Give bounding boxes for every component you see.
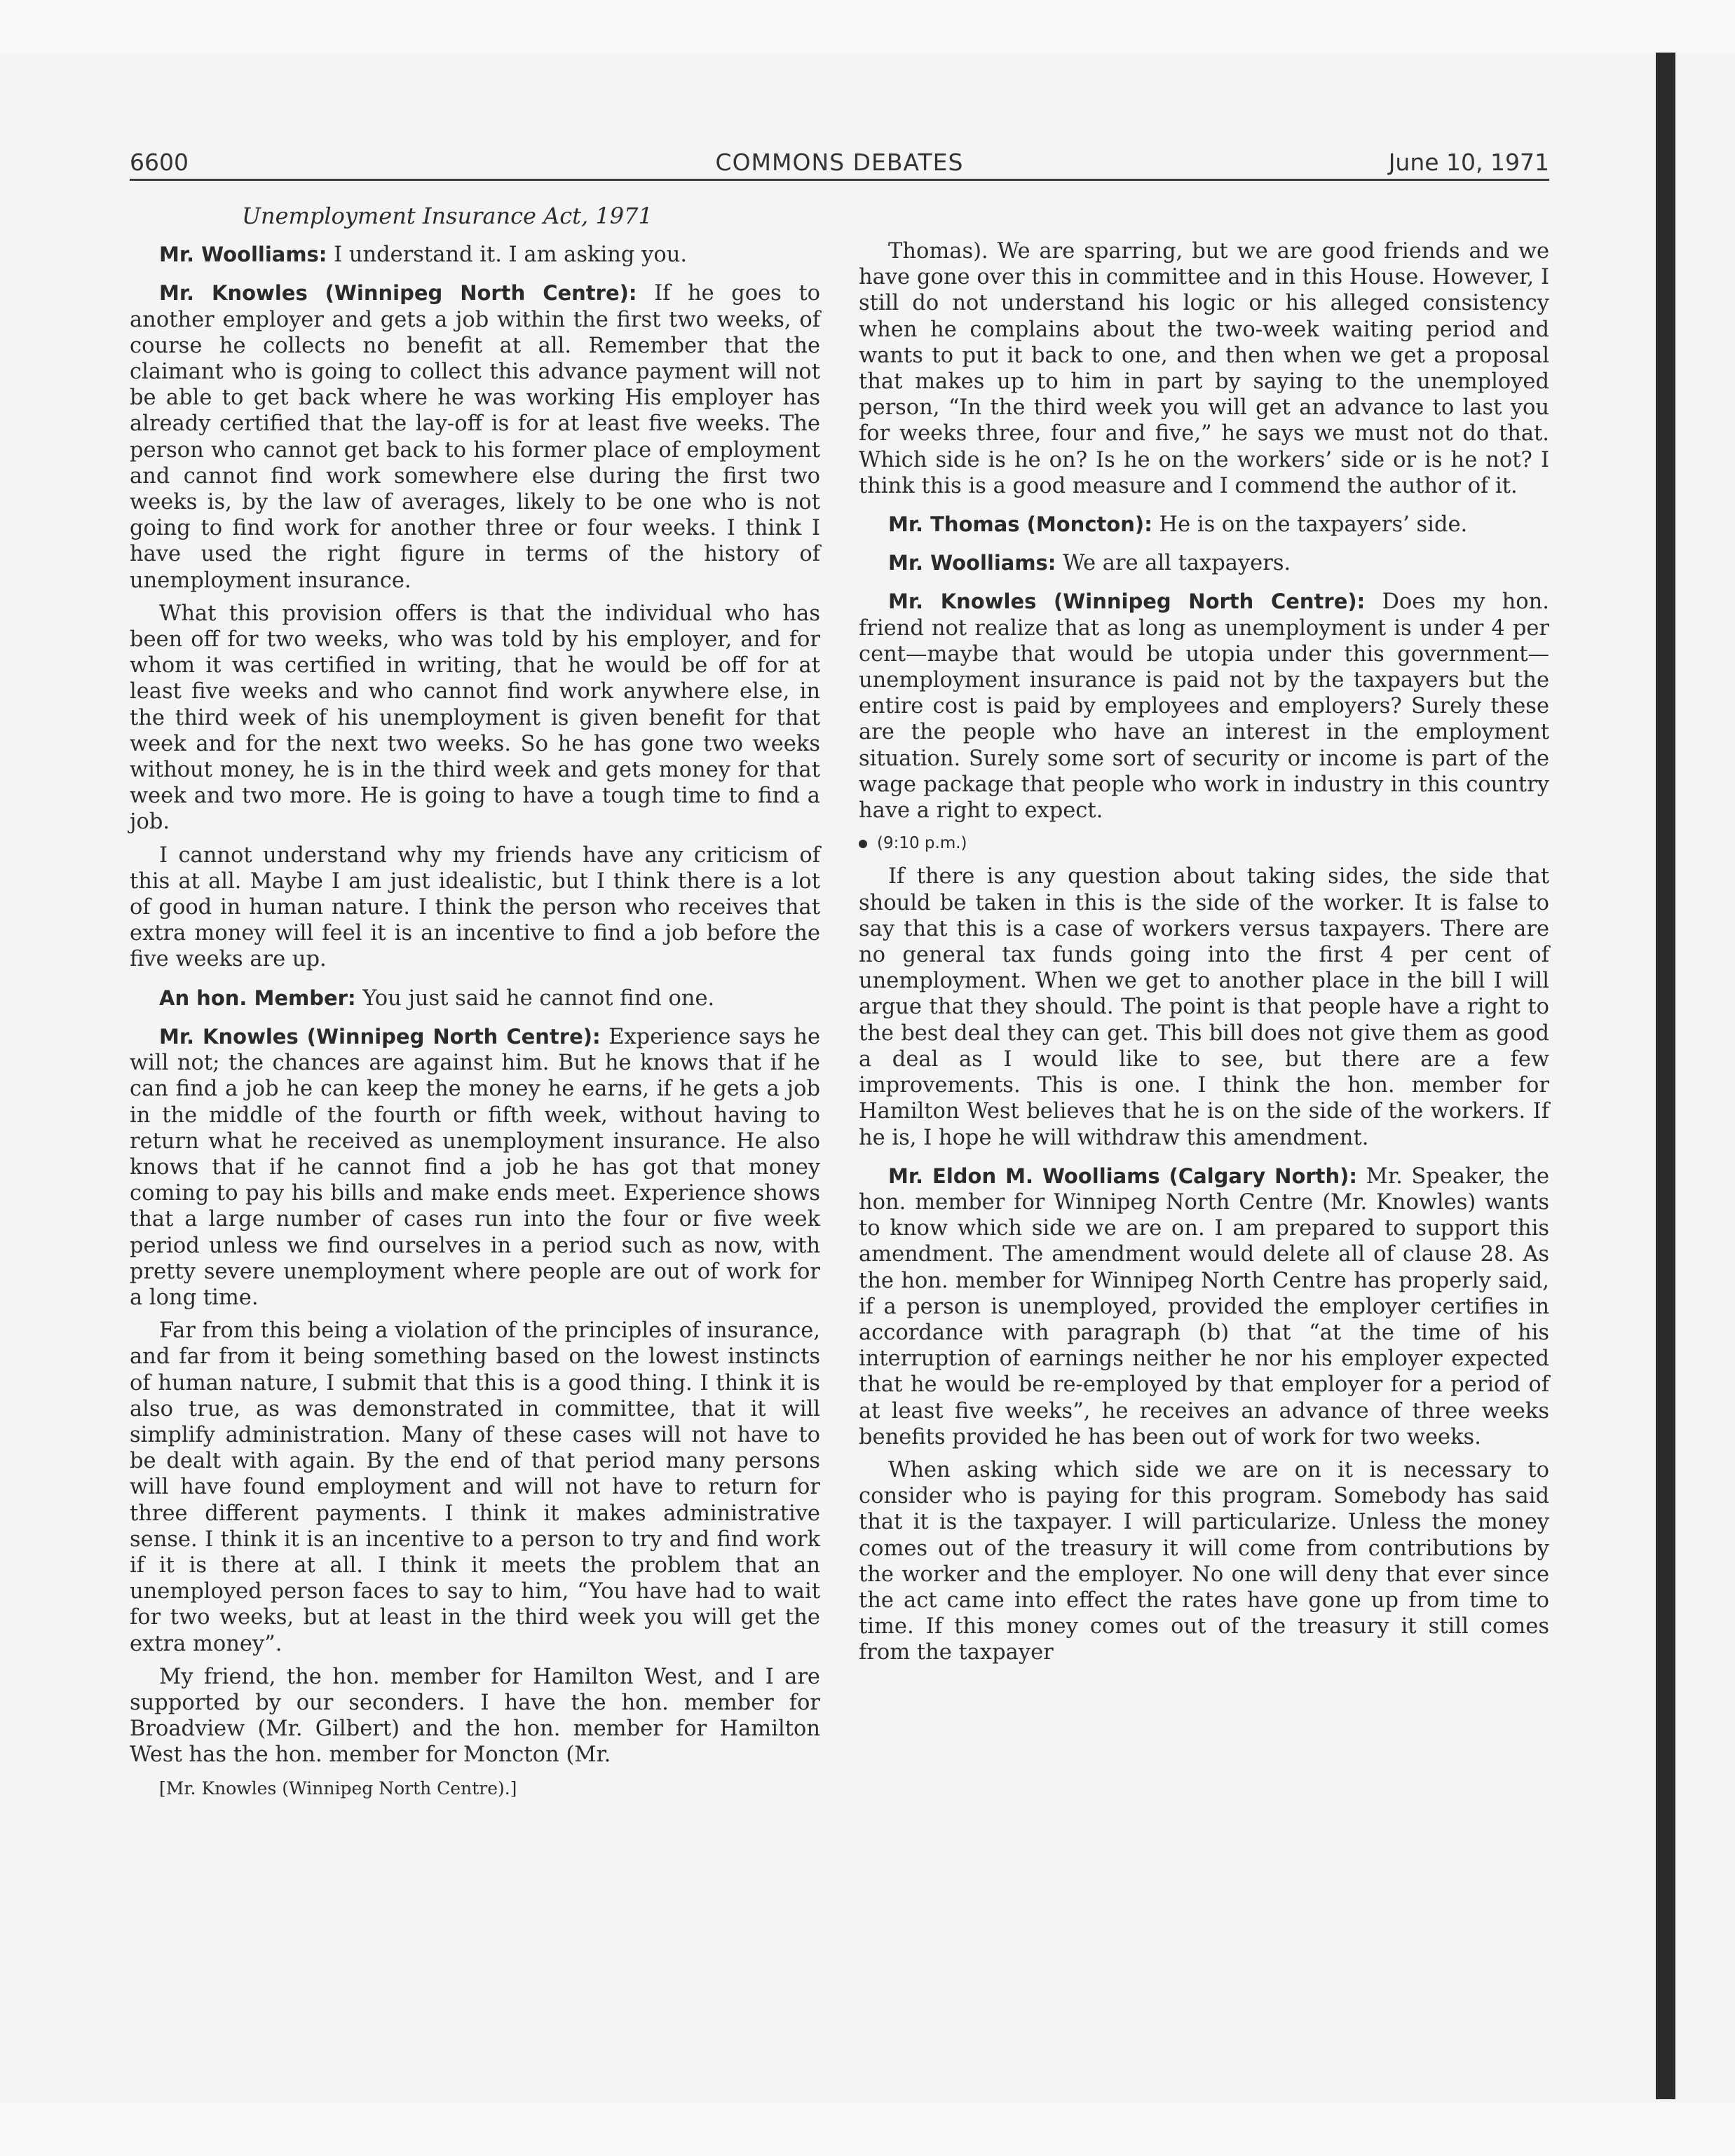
speaker-name: Mr. Eldon M. Woolliams (Calgary North): bbox=[888, 1164, 1358, 1188]
scan-bottom-margin bbox=[0, 2103, 1735, 2156]
right-paragraphs-before-time bbox=[859, 238, 1549, 824]
speaker-name: Mr. Woolliams: bbox=[159, 243, 327, 267]
right-column bbox=[859, 238, 1549, 1673]
paragraph-text: Experience says he will not; the chances are against him. But he knows that if he can find a job he can keep the money he earns, if he gets a job in the middle of the fourth or fifth week, without having to return what he received as unemployment insurance. He also knows that if he cannot find a job he has got that money coming to pay his bills and make ends meet. Experience shows that a large number of cases run into the four or five week period unless we find ourselves in a period such as now, with pretty severe unemployment where people are out of work for a long time. bbox=[130, 1024, 820, 1310]
paragraph bbox=[859, 1457, 1549, 1666]
left-column bbox=[130, 203, 820, 1808]
paragraph-text: Does my hon. friend not realize that as long as unemployment is under 4 per cent—maybe that would be utopia under this government—unemployment insurance is paid not by the taxpayers but the entire cost is paid by employees and employers? Surely these are the people who have an interest in the employment situation. Surely some sort of security or income is part of the wage package that people who work in industry in this country have a right to expect. bbox=[859, 589, 1549, 824]
right-paragraphs-after-time bbox=[859, 864, 1549, 1665]
paragraph bbox=[130, 1024, 820, 1311]
paragraph bbox=[130, 985, 820, 1011]
paragraph bbox=[859, 512, 1549, 538]
paragraph-text: When asking which side we are on it is necessary to consider who is paying for this program. Somebody has said that it is the taxpayer. I will particularize. Unless the money comes out of the treasury it will come from contributions by the worker and the employer. No one will deny that ever since the act came into effect the rates have gone up from time to time. If this money comes out of the treasury it still comes from the taxpayer bbox=[859, 1457, 1549, 1665]
paragraph bbox=[130, 1664, 820, 1768]
paragraph bbox=[130, 601, 820, 835]
paragraph-text: My friend, the hon. member for Hamilton West, and I are supported by our seconders. I have the hon. member for Broadview (Mr. Gilbert) and the hon. member for Hamilton West has the hon. member for Moncton (Mr. bbox=[130, 1664, 820, 1768]
time-stamp bbox=[859, 831, 1549, 857]
paragraph-text: We are all taxpayers. bbox=[1056, 551, 1291, 576]
section-title: Unemployment Insurance Act, 1971 bbox=[242, 203, 653, 229]
paragraph bbox=[130, 1318, 820, 1657]
bullet-icon bbox=[859, 840, 867, 848]
speaker-name: An hon. Member: bbox=[159, 985, 356, 1010]
speaker-name: Mr. Thomas (Moncton): bbox=[888, 512, 1152, 537]
scan-top-margin bbox=[0, 0, 1735, 53]
scan-binding-shadow bbox=[1656, 53, 1675, 2099]
paragraph bbox=[130, 280, 820, 593]
speaker-footnote: [Mr. Knowles (Winnipeg North Centre).] bbox=[159, 1778, 517, 1799]
page-header bbox=[130, 144, 1549, 181]
paragraph-text: If he goes to another employer and gets a job within the first two weeks, of course he collects no benefit at all. Remember that the claimant who is going to collect this advance payment will not be able to get back where he was working His employer has already certified that the lay-off is for at least five weeks. The person who cannot get back to his former place of employment and cannot find work somewhere else during the first two weeks is, by the law of averages, likely to be one who is not going to find work for another three or four weeks. I think I have used the right figure in terms of the history of unemployment insurance. bbox=[130, 281, 820, 593]
running-title: COMMONS DEBATES bbox=[715, 149, 964, 176]
paragraph-text: Far from this being a violation of the principles of insurance, and far from it being something based on the lowest instincts of human nature, I submit that this is a good thing. I think it is also true, as was demonstrated in committee, that it will simplify administration. Many of these cases will not have to be dealt with again. By the end of that period many persons will have found employment and will not have to return for three different payments. I think it makes administrative sense. I think it is an incentive to a person to try and find work if it is there at all. I think it meets the problem that an unemployed person faces to say to him, “You have had to wait for two weeks, but at least in the third week you will get the extra money”. bbox=[130, 1318, 820, 1656]
paragraph-text: If there is any question about taking sides, the side that should be taken in this is the side of the worker. It is false to say that this is a case of workers versus taxpayers. There are no general tax funds going into the first 4 per cent of unemployment. When we get to another place in the bill I will argue that they should. The point is that people have a right to the best deal they can get. This bill does not give them as good a deal as I would like to see, but there are a few improvements. This is one. I think the hon. member for Hamilton West believes that he is on the side of the workers. If he is, I hope he will withdraw this amendment. bbox=[859, 864, 1549, 1150]
page-date: June 10, 1971 bbox=[1388, 149, 1549, 176]
paragraph-text: You just said he cannot find one. bbox=[355, 985, 715, 1011]
paragraph-text: Mr. Speaker, the hon. member for Winnipeg North Centre (Mr. Knowles) wants to know which side we are on. I am prepared to support this amendment. The amendment would delete all of clause 28. As the hon. member for Winnipeg North Centre has properly said, if a person is unemployed, provided the employer certifies in accordance with paragraph (b) that “at the time of his interruption of earnings neither he nor his employer expected that he would be re-employed by that employer for a period of at least five weeks”, he receives an advance of three weeks benefits provided he has been out of work for two weeks. bbox=[859, 1164, 1549, 1449]
paragraph-text: I cannot understand why my friends have any criticism of this at all. Maybe I am just idealistic, but I think there is a lot of good in human nature. I think the person who receives that extra money will feel it is an incentive to find a job before the five weeks are up. bbox=[130, 842, 820, 972]
paragraph bbox=[859, 589, 1549, 824]
speaker-name: Mr. Knowles (Winnipeg North Centre): bbox=[159, 281, 637, 306]
paragraph-text: I understand it. I am asking you. bbox=[327, 243, 688, 268]
speaker-name: Mr. Knowles (Winnipeg North Centre): bbox=[159, 1024, 601, 1049]
time-stamp-text: (9:10 p.m.) bbox=[877, 834, 967, 853]
page-number: 6600 bbox=[130, 149, 189, 176]
left-paragraphs bbox=[130, 242, 820, 1768]
paragraph-text: He is on the taxpayers’ side. bbox=[1152, 512, 1468, 538]
paragraph bbox=[130, 842, 820, 973]
paragraph bbox=[130, 242, 820, 268]
paragraph bbox=[859, 550, 1549, 576]
speaker-name: Mr. Knowles (Winnipeg North Centre): bbox=[888, 589, 1366, 614]
paragraph bbox=[859, 238, 1549, 499]
paragraph bbox=[859, 1164, 1549, 1450]
paragraph-text: Thomas). We are sparring, but we are good friends and we have gone over this in committee and in this House. However, I still do not understand his logic or his alleged consistency when he complains about the two-week waiting period and wants to put it back to one, and then when we get a proposal that makes up to him in part by saying to the unemployed person, “In the third week you will get an advance to last you for weeks three, four and five,” he says we must not do that. Which side is he on? Is he on the workers’ side or is he not? I think this is a good measure and I commend the author of it. bbox=[859, 239, 1549, 498]
paragraph-text: What this provision offers is that the individual who has been off for two weeks, who was told by his employer, and for whom it was certified in writing, that he would be off for at least five weeks and who cannot find work anywhere else, in the third week of his unemployment is given benefit for that week and for the next two weeks. So he has gone two weeks without money, he is in the third week and gets money for that week and two more. He is going to have a tough time to find a job. bbox=[130, 601, 820, 835]
speaker-name: Mr. Woolliams: bbox=[888, 551, 1056, 575]
paragraph bbox=[859, 864, 1549, 1150]
